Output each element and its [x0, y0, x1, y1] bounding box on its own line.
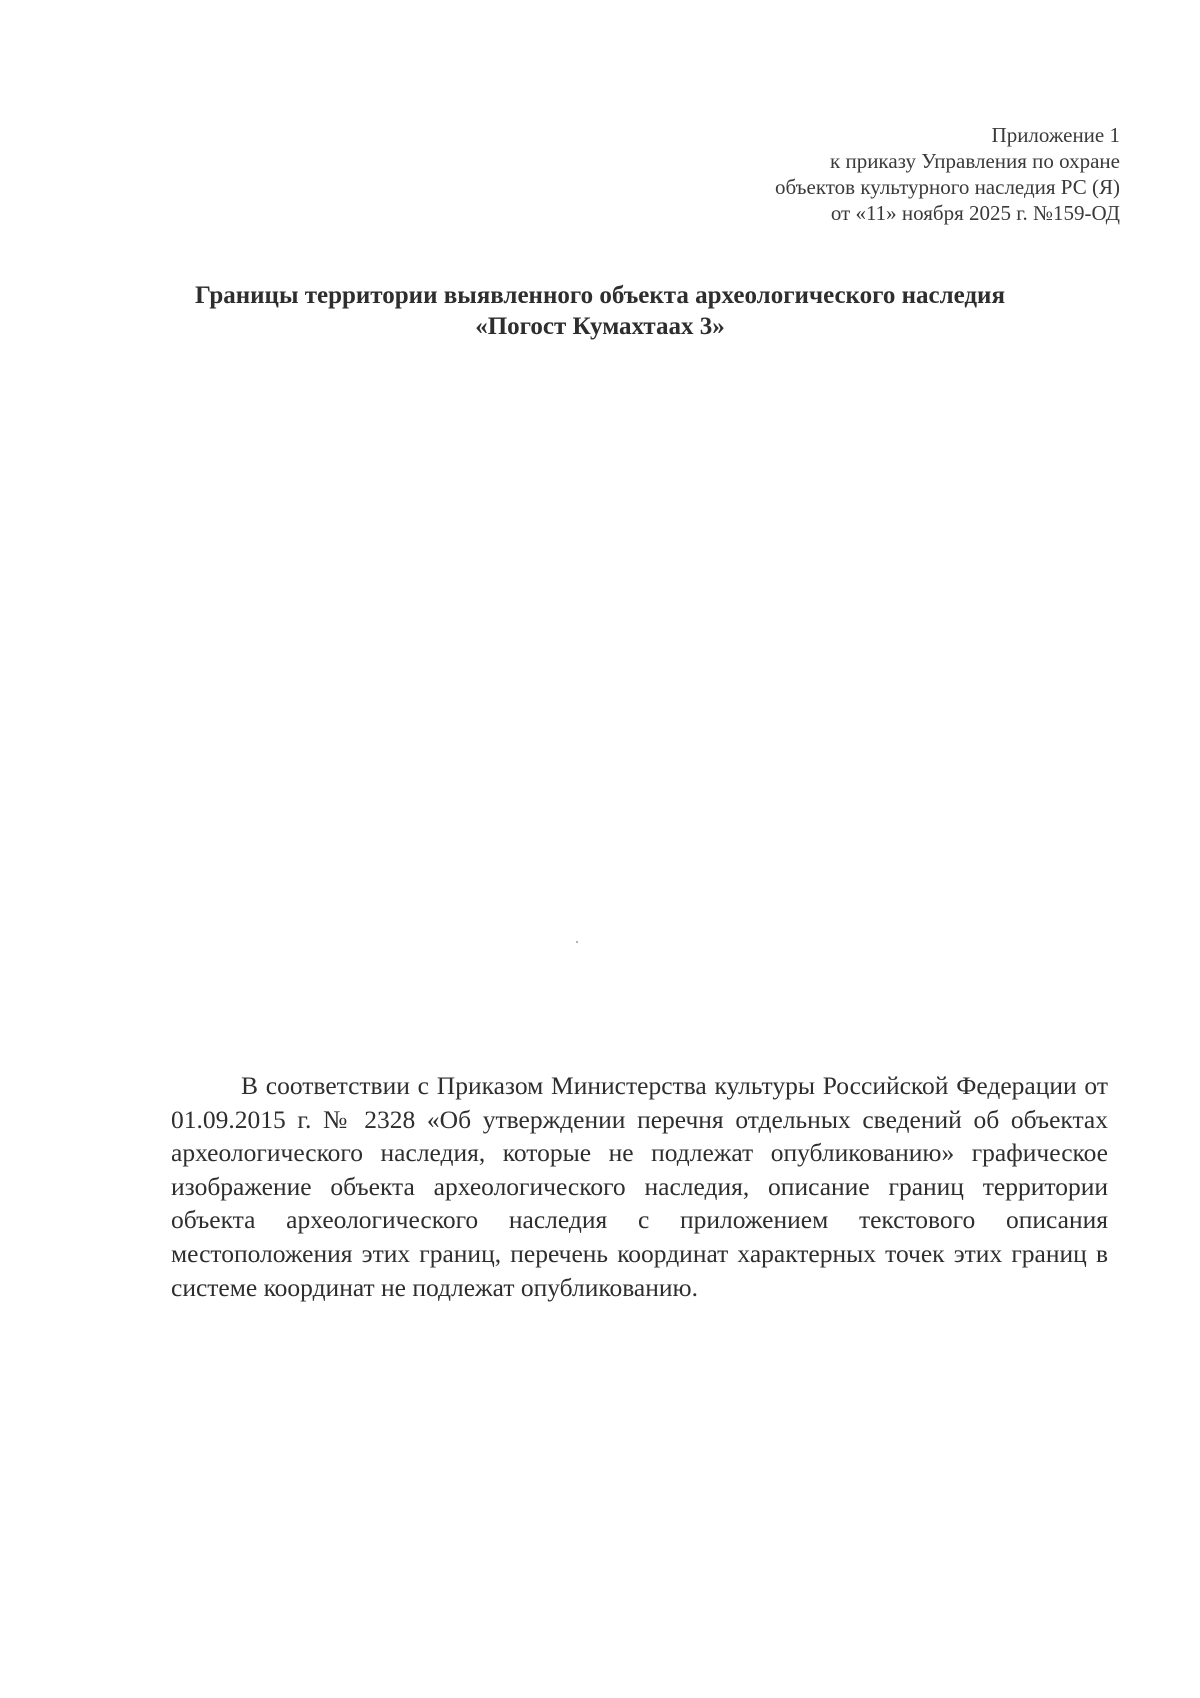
body-paragraph: В соответствии с Приказом Министерства культуры Российской Федерации от 01.09.2015 г. № 2328 «Об утверждении перечня отдельных сведений об объектах археологического наследия, которые не подлежат опубликованию» графическое изображение объекта археологического наследия, описание границ территории объекта археологического наследия с приложением текстового описания местоположения этих границ, перечень координат характерных точек этих границ в системе координат не подлежат опубликованию. — [171, 1071, 1108, 1302]
appendix-header — [600, 122, 1120, 226]
document-title — [100, 280, 1100, 342]
title-line-1: Границы территории выявленного объекта археологического наследия — [195, 282, 1005, 309]
appendix-number: Приложение 1 — [991, 123, 1120, 147]
title-line-2: «Погост Кумахтаах 3» — [475, 313, 725, 340]
appendix-date-number: от «11» ноября 2025 г. №159-ОД — [830, 201, 1120, 225]
appendix-authority: объектов культурного наследия РС (Я) — [775, 175, 1120, 199]
scan-artifact-dot — [576, 941, 578, 943]
appendix-order-ref: к приказу Управления по охране — [830, 149, 1120, 173]
